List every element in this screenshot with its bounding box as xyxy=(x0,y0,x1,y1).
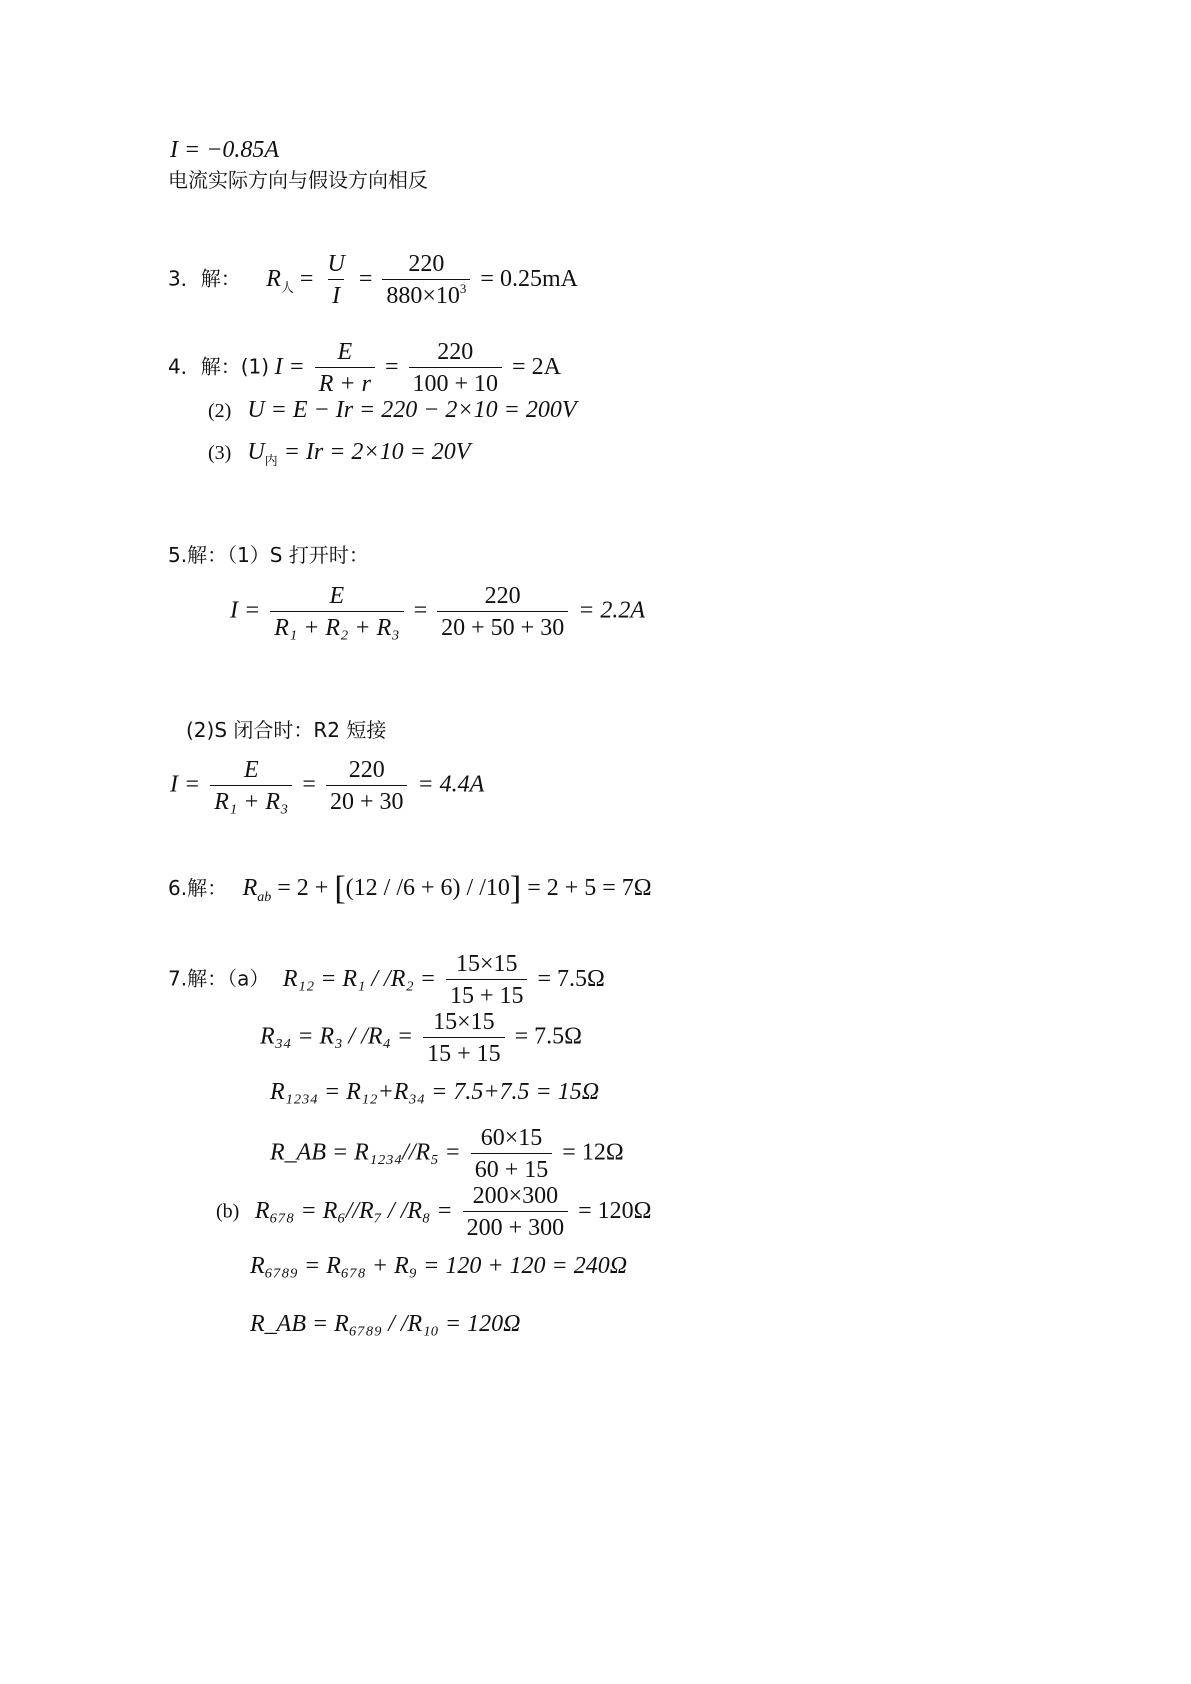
problem-5-part-2: I = $\frac{E}{\text{R₁ + R₃}}$ = $\frac{220}{20 + 30}$ = 4.4A xyxy=(170,757,485,815)
problem-3-formula: $R_人$ = $\frac{U}{I}$ = $\frac{220}{880\times 10^3}$ = 0.25mA xyxy=(266,251,578,309)
problem-3-label: 3．解： xyxy=(168,266,241,291)
r678-result: = 120Ω xyxy=(578,1197,652,1224)
fraction-220-over-110: $\frac{220}{100 + 10}$ xyxy=(409,340,503,396)
problem-6-result: = 2 + 5 = 7Ω xyxy=(527,875,652,901)
problem-3 xyxy=(168,252,578,308)
problem-7-a3: R₁₂₃₄ = R₁₂+R₃₄ = 7.5+7.5 = 15Ω xyxy=(270,1079,600,1105)
problem-4-result-2: U = E − Ir = 220 − 2×10 = 200V xyxy=(247,397,577,423)
problem-7-b1: (b) R₆₇₈ = R₆//R₇ / /R₈ = $\frac{200\times 300}{200 + 300}$ = 120Ω xyxy=(216,1183,652,1241)
fraction-220-over-50: $\frac{220}{20 + 30}$ xyxy=(326,758,408,814)
problem-4-part-1: 4．解：(1) I = $\frac{E}{R + r}$ = $\frac{220}{100 + 10}$ = 2A xyxy=(168,339,561,397)
fraction-u-over-i: $\frac{U}{I}$ xyxy=(327,251,345,309)
problem-3-result: = 0.25mA xyxy=(480,265,578,292)
problem-4-result-3: = Ir = 2×10 = 20V xyxy=(283,439,471,465)
problem-4-label: 4．解：(1) xyxy=(168,354,270,379)
eq-current-result: I = −0.85A xyxy=(170,137,280,163)
fraction-e-over-r123: $\frac{E}{\text{R₁ + R₂ + R₃}}$ xyxy=(270,584,403,640)
fraction-220-over-880e3: $\frac{220}{880\times 10^3}$ xyxy=(382,252,470,308)
rab-result-a: = 12Ω xyxy=(562,1139,624,1166)
problem-7-label: 7.解：（a） xyxy=(168,966,270,991)
fraction-220-over-100: $\frac{220}{20 + 50 + 30}$ xyxy=(437,584,568,640)
problem-7-a2: R₃₄ = R₃ / /R₄ = $\frac{15\times 15}{15 + 15}$ = 7.5Ω xyxy=(260,1009,583,1067)
problem-4-result-1: = 2A xyxy=(512,353,561,380)
problem-5-part-1: I = $\frac{E}{\text{R₁ + R₂ + R₃}}$ = $\frac{220}{20 + 50 + 30}$ = 2.2A xyxy=(230,583,646,641)
problem-5-result-1: = 2.2A xyxy=(578,597,646,624)
problem-5-result-2: = 4.4A xyxy=(417,771,485,798)
problem-6-label: 6.解： xyxy=(168,876,228,900)
problem-7-b3: R_AB = R₆₇₈₉ / /R₁₀ = 120Ω xyxy=(250,1311,521,1337)
fraction-e-over-r-plus-r: $\frac{E}{R + r}$ xyxy=(315,340,375,396)
problem-7-b2: R₆₇₈₉ = R₆₇₈ + R₉ = 120 + 120 = 240Ω xyxy=(250,1253,628,1279)
r12-result: = 7.5Ω xyxy=(537,965,605,992)
problem-5-label-2: (2)S 闭合时：R2 短接 xyxy=(186,718,387,742)
r34-result: = 7.5Ω xyxy=(514,1023,583,1050)
r-subscript: 人 xyxy=(280,280,294,296)
note-direction: 电流实际方向与假设方向相反 xyxy=(168,168,428,192)
problem-7-b-label: (b) xyxy=(216,1200,240,1223)
problem-7-a4: R_AB = R₁₂₃₄//R₅ = $\frac{60\times 15}{60 + 15}$ = 12Ω xyxy=(270,1125,624,1183)
r-symbol: R xyxy=(266,265,281,292)
problem-5-label: 5.解：（1）S 打开时： xyxy=(168,543,369,567)
problem-4-part-2: (2) U = E − Ir = 220 − 2×10 = 200V xyxy=(208,397,577,423)
problem-7-a1: 7.解：（a） R₁₂ = R₁ / /R₂ = $\frac{15\times 15}{15 + 15}$ = 7.5Ω xyxy=(168,951,605,1009)
problem-6: 6.解： $R_{ab} = 2 + [(12 / /6 + 6) / /10] = 2 + 5 = 7\Omega$ xyxy=(168,870,652,907)
fraction-e-over-r13: $\frac{E}{\text{R₁ + R₃}}$ xyxy=(210,758,292,814)
problem-4-part-3: (3) $U_内 = Ir = 2\times 10 = 20V$ xyxy=(208,439,471,469)
